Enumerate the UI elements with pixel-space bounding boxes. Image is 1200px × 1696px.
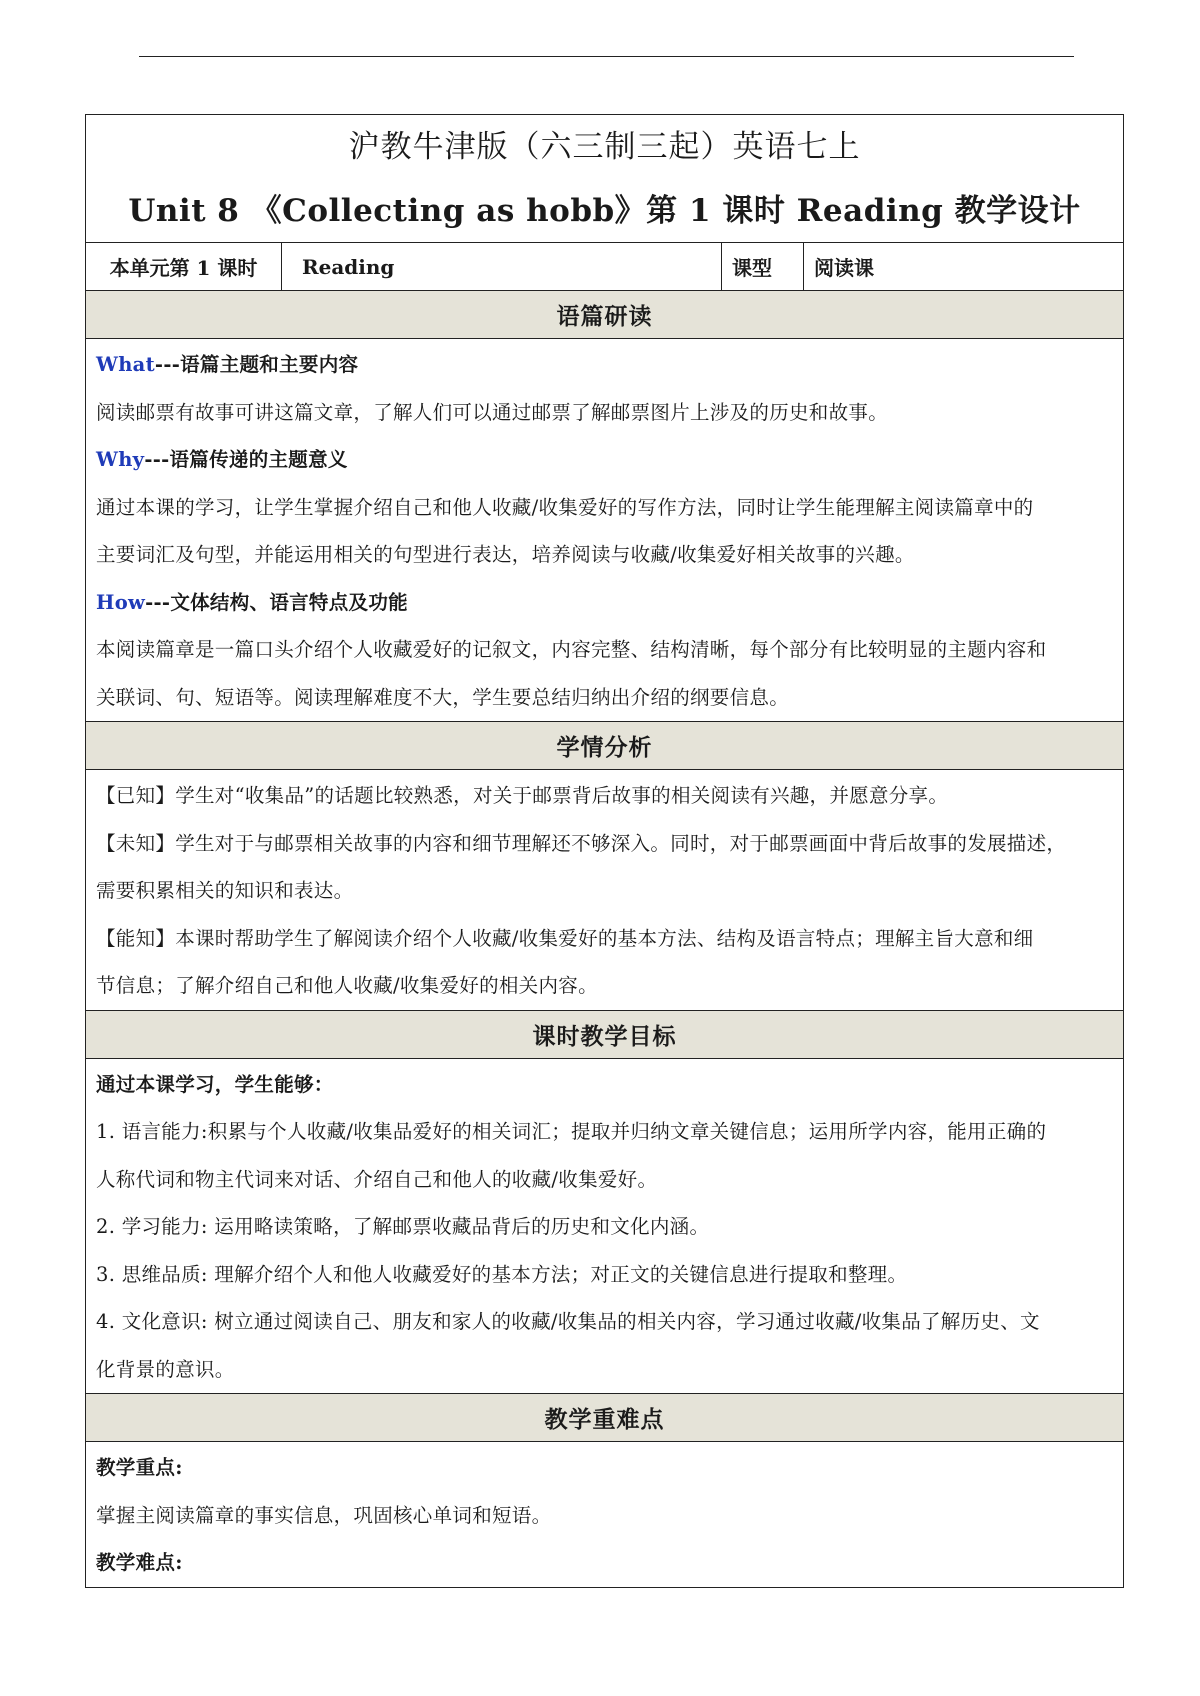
paragraph-line: 主要词汇及句型，并能运用相关的句型进行表达，培养阅读与收藏/收集爱好相关故事的兴趣。 — [96, 543, 915, 566]
what-key: What — [96, 353, 155, 376]
difficulty-label: 教学难点: — [96, 1551, 183, 1574]
section-header-key-difficulties: 教学重难点 — [86, 1394, 1123, 1442]
why-key: Why — [96, 448, 145, 471]
paragraph-line: 需要积累相关的知识和表达。 — [96, 879, 354, 902]
how-heading — [96, 579, 1113, 627]
key-points-label: 教学重点: — [96, 1456, 183, 1479]
paragraph-line: 关联词、句、短语等。阅读理解难度不大，学生要总结归纳出介绍的纲要信息。 — [96, 685, 790, 709]
paragraph-line: 【已知】学生对“收集品”的话题比较熟悉，对关于邮票背后故事的相关阅读有兴趣，并愿意分享。 — [96, 784, 949, 807]
what-label: 语篇主题和主要内容 — [180, 353, 359, 376]
why-sep: --- — [144, 448, 170, 471]
lesson-plan-table — [85, 114, 1124, 1588]
why-label: 语篇传递的主题意义 — [169, 448, 348, 471]
document-title: 沪教牛津版（六三制三起）英语七上 — [348, 128, 861, 165]
paragraph-line: 4. 文化意识: 树立通过阅读自己、朋友和家人的收藏/收集品的相关内容，学习通过收藏/收集品了解历史、文 — [96, 1310, 1040, 1333]
document-subtitle: Unit 8 《Collecting as hobb》第 1 课时 Reading 教学设计 — [128, 192, 1081, 229]
title-block — [86, 115, 1123, 243]
section-body-objectives — [86, 1059, 1123, 1395]
section-header-objectives: 课时教学目标 — [86, 1011, 1123, 1059]
lesson-name-value: Reading — [282, 243, 722, 290]
how-key: How — [96, 590, 146, 614]
paragraph-line: 【未知】学生对于与邮票相关故事的内容和细节理解还不够深入。同时，对于邮票画面中背后故事的发展描述， — [96, 831, 1067, 855]
paragraph-line: 人称代词和物主代词来对话、介绍自己和他人的收藏/收集爱好。 — [96, 1167, 658, 1191]
paragraph-line: 通过本课的学习，让学生掌握介绍自己和他人收藏/收集爱好的写作方法，同时让学生能理解主阅读篇章中的 — [96, 495, 1034, 519]
section-header-learner-analysis: 学情分析 — [86, 722, 1123, 770]
header-rule — [139, 56, 1074, 57]
lesson-number-label: 本单元第 1 课时 — [86, 243, 282, 290]
objectives-intro: 通过本课学习，学生能够： — [96, 1072, 334, 1096]
paragraph-line: 3. 思维品质: 理解介绍个人和他人收藏爱好的基本方法；对正文的关键信息进行提取和整理。 — [96, 1262, 908, 1286]
what-sep: --- — [154, 353, 181, 376]
paragraph-line: 【能知】本课时帮助学生了解阅读介绍个人收藏/收集爱好的基本方法、结构及语言特点；理解主旨大意和细 — [96, 926, 1034, 950]
paragraph-line: 2. 学习能力: 运用略读策略，了解邮票收藏品背后的历史和文化内涵。 — [96, 1215, 710, 1238]
why-heading — [96, 436, 1113, 484]
paragraph-line: 掌握主阅读篇章的事实信息，巩固核心单词和短语。 — [96, 1503, 552, 1527]
section-header-text-study: 语篇研读 — [86, 291, 1123, 339]
lesson-type-label: 课型 — [722, 243, 804, 290]
section-body-text-study — [86, 339, 1123, 722]
lesson-type-value: 阅读课 — [814, 256, 874, 280]
section-body-learner-analysis — [86, 770, 1123, 1011]
paragraph-line: 节信息；了解介绍自己和他人收藏/收集爱好的相关内容。 — [96, 974, 598, 997]
section-body-key-difficulties — [86, 1442, 1123, 1587]
how-label: 文体结构、语言特点及功能 — [170, 590, 408, 614]
paragraph-line: 1. 语言能力:积累与个人收藏/收集品爱好的相关词汇；提取并归纳文章关键信息；运用所学内容，能用正确的 — [96, 1120, 1047, 1143]
how-sep: --- — [145, 590, 171, 614]
paragraph-line: 本阅读篇章是一篇口头介绍个人收藏爱好的记叙文，内容完整、结构清晰，每个部分有比较明显的主题内容和 — [96, 638, 1047, 661]
lesson-info-row — [86, 243, 1123, 291]
paragraph-line: 阅读邮票有故事可讲这篇文章，了解人们可以通过邮票了解邮票图片上涉及的历史和故事。 — [96, 400, 889, 424]
what-heading — [96, 341, 1113, 389]
paragraph-line: 化背景的意识。 — [96, 1357, 235, 1381]
